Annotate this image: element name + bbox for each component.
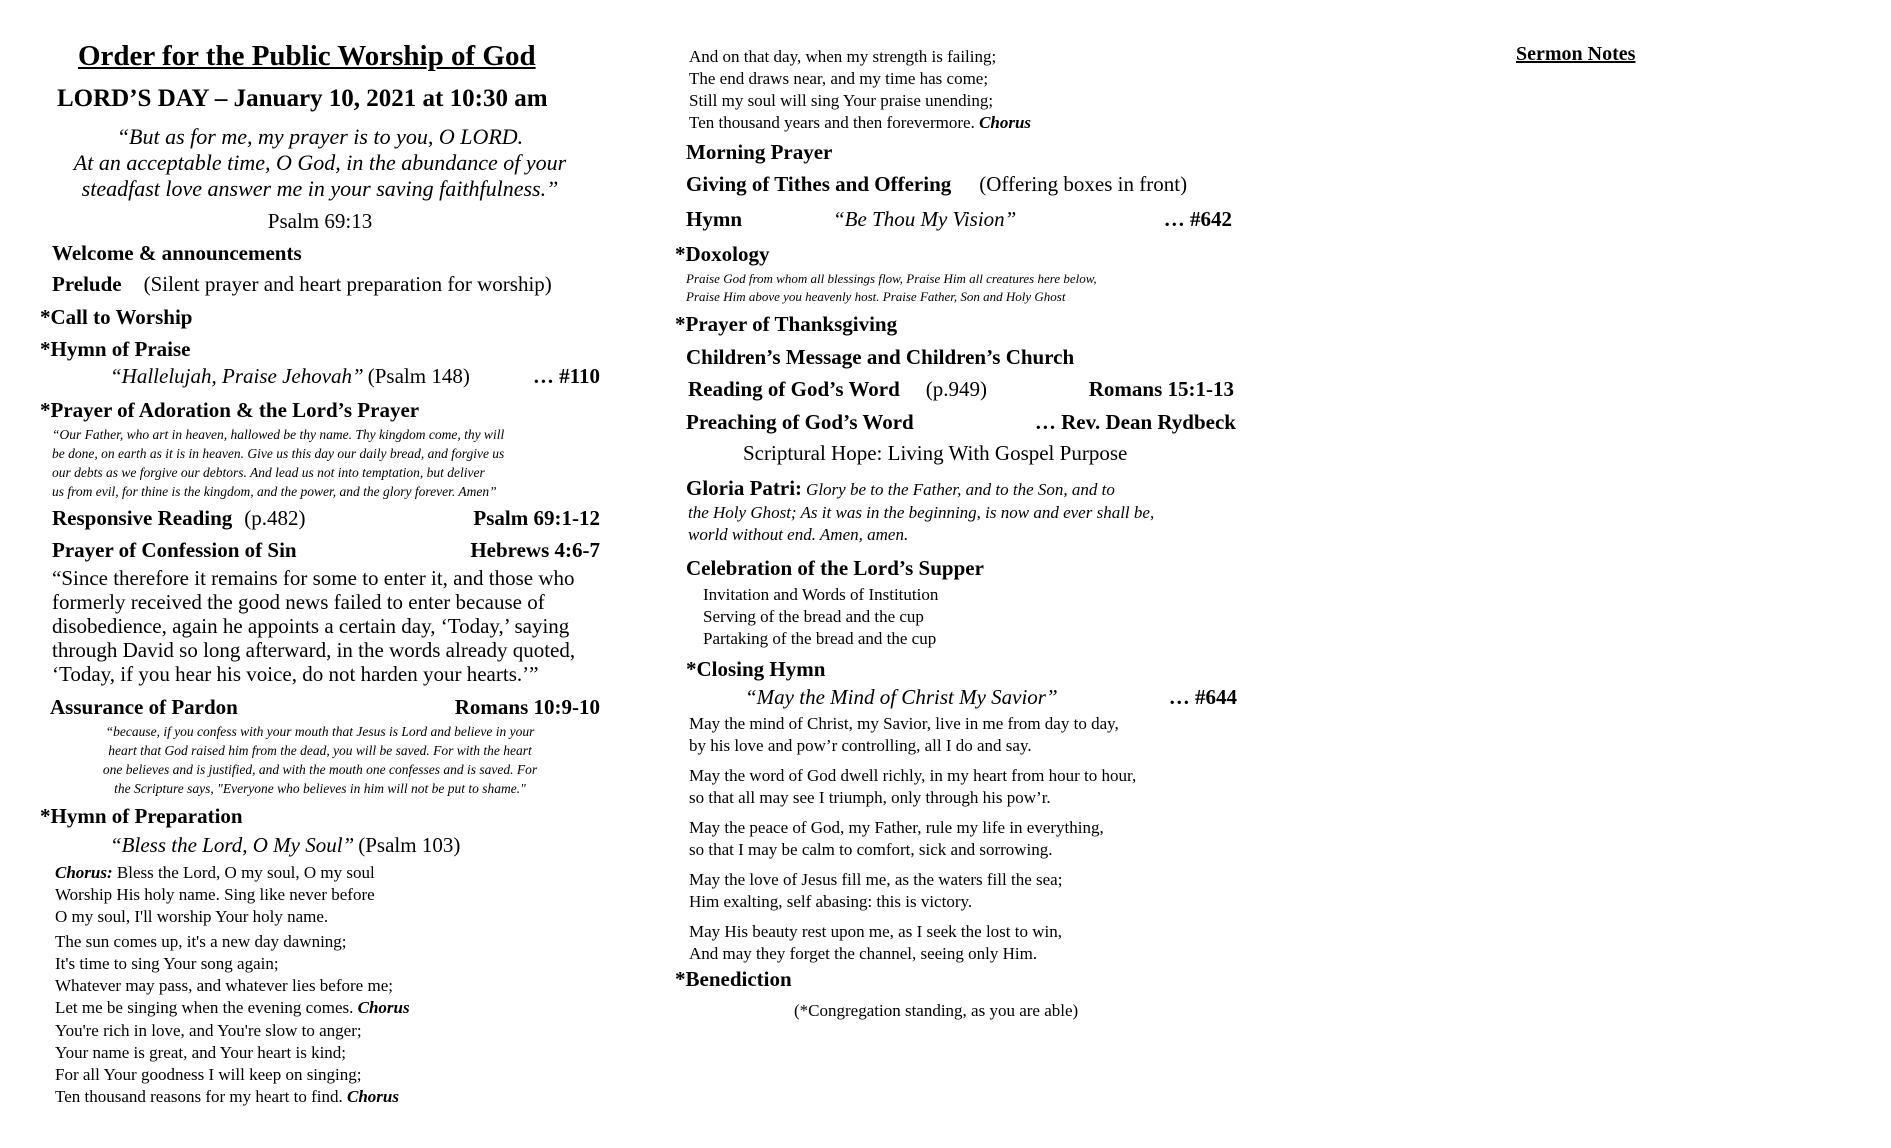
- benediction-heading: *Benediction: [675, 967, 792, 991]
- prayer-line: “Our Father, who art in heaven, hallowed be thy name. Thy kingdom come, thy will: [52, 427, 505, 442]
- hymn-title: “Bless the Lord, O My Soul”: [110, 833, 355, 857]
- verse-line: The sun comes up, it's a new day dawning;: [55, 932, 347, 951]
- verse-line: Ten thousand reasons for my heart to find.: [55, 1087, 343, 1106]
- prayer-line: us from evil, for thine is the kingdom, and the power, and the glory forever. Amen”: [52, 484, 497, 499]
- opening-verse: [40, 124, 600, 202]
- confession-line: formerly received the good news failed to enter because of: [52, 590, 545, 614]
- assurance-heading: Assurance of Pardon: [50, 695, 238, 719]
- welcome-heading: Welcome & announcements: [52, 241, 302, 265]
- sermon-title: Scriptural Hope: Living With Gospel Purpose: [743, 441, 1128, 465]
- hymn-verse-1: [55, 931, 410, 1019]
- confession-line: disobedience, again he appoints a certain day, ‘Today,’ saying: [52, 614, 570, 638]
- doxology-line: Praise God from whom all blessings flow, Praise Him all creatures here below,: [686, 271, 1097, 286]
- prelude-note: (Silent prayer and heart preparation for worship): [143, 272, 552, 296]
- childrens-message-heading: Children’s Message and Children’s Church: [686, 345, 1075, 369]
- standing-note: (*Congregation standing, as you are able): [794, 1001, 1079, 1020]
- call-to-worship-heading: *Call to Worship: [40, 305, 193, 329]
- closing-hymn-row: [745, 685, 1237, 710]
- verse-line: Still my soul will sing Your praise unending;: [689, 91, 994, 110]
- hymn-title: “Hallelujah, Praise Jehovah”: [110, 364, 364, 388]
- page-title: Order for the Public Worship of God: [78, 40, 536, 72]
- assurance-text: [40, 722, 600, 798]
- assurance-line: the Scripture says, "Everyone who believes in him will not be put to shame.": [114, 781, 526, 796]
- stanza-line: May the peace of God, my Father, rule my life in everything,: [689, 818, 1104, 837]
- verse-line: At an acceptable time, O God, in the abundance of your: [73, 150, 567, 175]
- hymn-title: “May the Mind of Christ My Savior”: [745, 685, 1058, 709]
- doxology-line: Praise Him above you heavenly host. Praise Father, Son and Holy Ghost: [686, 289, 1066, 304]
- responsive-reading-row: [52, 506, 600, 531]
- gloria-heading: Gloria Patri:: [686, 476, 803, 500]
- thanksgiving-heading: *Prayer of Thanksgiving: [675, 312, 898, 336]
- chorus-cue: Chorus: [357, 998, 410, 1017]
- gloria-patri: [686, 477, 1154, 546]
- assurance-line: one believes and is justified, and with the mouth one confesses and is saved. For: [102, 762, 538, 777]
- tithes-row: [686, 172, 1187, 197]
- verse-line: The end draws near, and my time has come;: [689, 69, 989, 88]
- reading-row: [688, 377, 1234, 402]
- stanza-line: so that I may be calm to comfort, sick and sorrowing.: [689, 840, 1053, 859]
- gloria-line: the Holy Ghost; As it was in the beginning, is now and ever shall be,: [688, 503, 1155, 522]
- stanza-line: May the word of God dwell richly, in my heart from hour to hour,: [689, 766, 1137, 785]
- confession-row: [52, 538, 600, 563]
- verse-line: It's time to sing Your song again;: [55, 954, 279, 973]
- verse-line: Let me be singing when the evening comes.: [55, 998, 354, 1017]
- hymn-of-preparation-row: [110, 833, 460, 858]
- responsive-reading-ref: Psalm 69:1-12: [473, 506, 600, 530]
- confession-line: ‘Today, if you hear his voice, do not harden your hearts.’”: [52, 662, 539, 686]
- prelude-heading: Prelude: [52, 272, 122, 296]
- hymn-number: … #642: [1163, 207, 1232, 231]
- confession-text: [52, 566, 575, 686]
- chorus-block: [55, 862, 375, 928]
- chorus-line: Worship His holy name. Sing like never before: [55, 885, 375, 904]
- tithes-heading: Giving of Tithes and Offering: [686, 172, 952, 196]
- reading-heading: Reading of God’s Word: [688, 377, 900, 401]
- stanza-line: Him exalting, self abasing: this is victory.: [689, 892, 973, 911]
- hymn-psalm: (Psalm 103): [358, 833, 461, 857]
- stanza-line: May His beauty rest upon me, as I seek the lost to win,: [689, 922, 1062, 941]
- verse-line: “But as for me, my prayer is to you, O LORD.: [116, 124, 524, 149]
- chorus-label: Chorus:: [55, 863, 113, 882]
- closing-stanza-5: [689, 921, 1062, 965]
- chorus-line: Bless the Lord, O my soul, O my soul: [116, 863, 375, 882]
- assurance-row: [50, 695, 600, 720]
- verse-line: Whatever may pass, and whatever lies before me;: [55, 976, 393, 995]
- verse-line: And on that day, when my strength is failing;: [689, 47, 997, 66]
- hymn-of-preparation-heading: *Hymn of Preparation: [40, 804, 243, 828]
- verse-line: Your name is great, and Your heart is kind;: [55, 1043, 347, 1062]
- doxology-text: [686, 270, 1097, 306]
- verse-line: For all Your goodness I will keep on singing;: [55, 1065, 362, 1084]
- hymn-number: … #110: [532, 364, 600, 388]
- service-date: LORD’S DAY – January 10, 2021 at 10:30 am: [57, 85, 548, 112]
- responsive-reading-page: (p.482): [244, 506, 306, 530]
- hymn-psalm: (Psalm 148): [367, 364, 470, 388]
- gloria-line: Glory be to the Father, and to the Son, and to: [806, 480, 1115, 499]
- confession-ref: Hebrews 4:6-7: [470, 538, 600, 562]
- closing-hymn-heading: *Closing Hymn: [686, 657, 826, 681]
- preaching-heading: Preaching of God’s Word: [686, 410, 914, 434]
- verse-line: steadfast love answer me in your saving faithfulness.”: [81, 176, 559, 201]
- reading-ref: Romans 15:1-13: [1088, 377, 1234, 401]
- chorus-cue: Chorus: [979, 113, 1032, 132]
- stanza-line: May the mind of Christ, my Savior, live in me from day to day,: [689, 714, 1119, 733]
- closing-stanza-3: [689, 817, 1104, 861]
- verse-line: You're rich in love, and You're slow to anger;: [55, 1021, 362, 1040]
- responsive-reading-heading: Responsive Reading: [52, 506, 233, 530]
- hymn-heading: Hymn: [686, 207, 743, 231]
- supper-item: Serving of the bread and the cup: [703, 607, 924, 626]
- hymn-row: [686, 207, 1232, 232]
- prelude-row: [52, 272, 552, 297]
- stanza-line: May the love of Jesus fill me, as the waters fill the sea;: [689, 870, 1063, 889]
- verse-reference: Psalm 69:13: [267, 209, 373, 233]
- closing-stanza-4: [689, 869, 1062, 913]
- morning-prayer-heading: Morning Prayer: [686, 140, 833, 164]
- hymn-of-praise-heading: *Hymn of Praise: [40, 337, 191, 361]
- assurance-line: “because, if you confess with your mouth that Jesus is Lord and believe in your: [105, 724, 535, 739]
- verse-line: Ten thousand years and then forevermore.: [689, 113, 975, 132]
- hymn-number: … #644: [1168, 685, 1237, 709]
- hymn-of-praise-row: [110, 364, 600, 389]
- prayer-line: be done, on earth as it is in heaven. Give us this day our daily bread, and forgive us: [52, 446, 505, 461]
- chorus-cue: Chorus: [347, 1087, 399, 1106]
- chorus-line: O my soul, I'll worship Your holy name.: [55, 907, 329, 926]
- preaching-row: [686, 410, 1236, 435]
- prayer-line: our debts as we forgive our debtors. And lead us not into temptation, but deliver: [52, 465, 485, 480]
- confession-line: through David so long afterward, in the words already quoted,: [52, 638, 576, 662]
- stanza-line: by his love and pow’r controlling, all I do and say.: [689, 736, 1032, 755]
- hymn-title: “Be Thou My Vision”: [833, 207, 1017, 231]
- hymn-verse-3: [689, 46, 1031, 134]
- lords-supper-items: [703, 584, 938, 650]
- lords-supper-heading: Celebration of the Lord’s Supper: [686, 556, 984, 580]
- gloria-line: world without end. Amen, amen.: [688, 525, 909, 544]
- sermon-notes-heading: Sermon Notes: [1516, 43, 1636, 65]
- reading-page: (p.949): [925, 377, 988, 401]
- adoration-heading: *Prayer of Adoration & the Lord’s Prayer: [40, 398, 420, 422]
- closing-stanza-1: [689, 713, 1119, 757]
- confession-heading: Prayer of Confession of Sin: [52, 538, 297, 562]
- stanza-line: so that all may see I triumph, only through his pow’r.: [689, 788, 1051, 807]
- assurance-line: heart that God raised him from the dead, you will be saved. For with the heart: [108, 743, 532, 758]
- assurance-ref: Romans 10:9-10: [454, 695, 600, 719]
- supper-item: Invitation and Words of Institution: [703, 585, 939, 604]
- tithes-note: (Offering boxes in front): [979, 172, 1188, 196]
- preacher-name: … Rev. Dean Rydbeck: [1034, 410, 1236, 434]
- hymn-verse-2: [55, 1020, 399, 1108]
- confession-line: “Since therefore it remains for some to enter it, and those who: [52, 566, 575, 590]
- closing-stanza-2: [689, 765, 1136, 809]
- supper-item: Partaking of the bread and the cup: [703, 629, 937, 648]
- lords-prayer-text: [52, 425, 504, 501]
- stanza-line: And may they forget the channel, seeing only Him.: [689, 944, 1038, 963]
- doxology-heading: *Doxology: [675, 242, 770, 266]
